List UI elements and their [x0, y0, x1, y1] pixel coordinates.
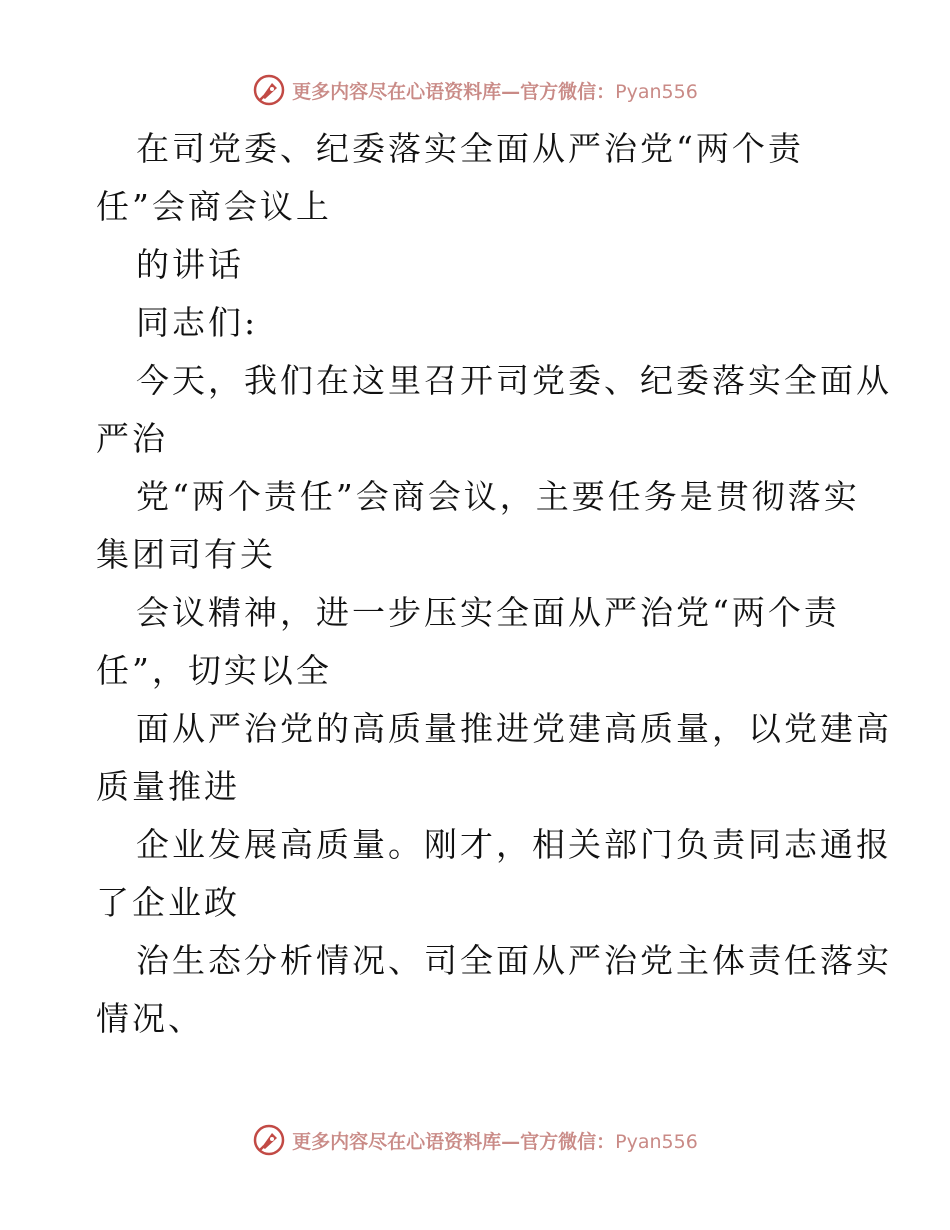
watermark-text: 更多内容尽在心语资料库—官方微信：Pyan556	[292, 80, 698, 103]
footer-watermark	[0, 1122, 950, 1158]
text-line: 治生态分析情况、司全面从严治党主体责任落实	[136, 941, 892, 980]
text-line: 会议精神，进一步压实全面从严治党“两个责	[136, 593, 840, 632]
text-line: 任”，切实以全	[96, 651, 332, 690]
text-line: 党“两个责任”会商会议，主要任务是贯彻落实	[136, 477, 860, 516]
text-line: 了企业政	[96, 883, 240, 922]
text-line: 同志们:	[136, 303, 259, 342]
text-line: 集团司有关	[96, 535, 276, 574]
text-line: 企业发展高质量。刚才，相关部门负责同志通报	[136, 825, 892, 864]
pen-nib-logo-icon	[252, 73, 286, 107]
text-line: 今天，我们在这里召开司党委、纪委落实全面从	[136, 361, 892, 400]
text-line: 在司党委、纪委落实全面从严治党“两个责	[136, 129, 804, 168]
text-line: 面从严治党的高质量推进党建高质量，以党建高	[136, 709, 892, 748]
pen-nib-logo-icon	[252, 1123, 286, 1157]
text-line: 情况、	[96, 999, 204, 1038]
document-body	[96, 120, 892, 1048]
text-line: 质量推进	[96, 767, 240, 806]
watermark-text: 更多内容尽在心语资料库—官方微信：Pyan556	[292, 1130, 698, 1153]
text-line: 任”会商会议上	[96, 187, 332, 226]
header-watermark	[0, 72, 950, 108]
text-line: 的讲话	[136, 245, 244, 284]
text-line: 严治	[96, 419, 168, 458]
